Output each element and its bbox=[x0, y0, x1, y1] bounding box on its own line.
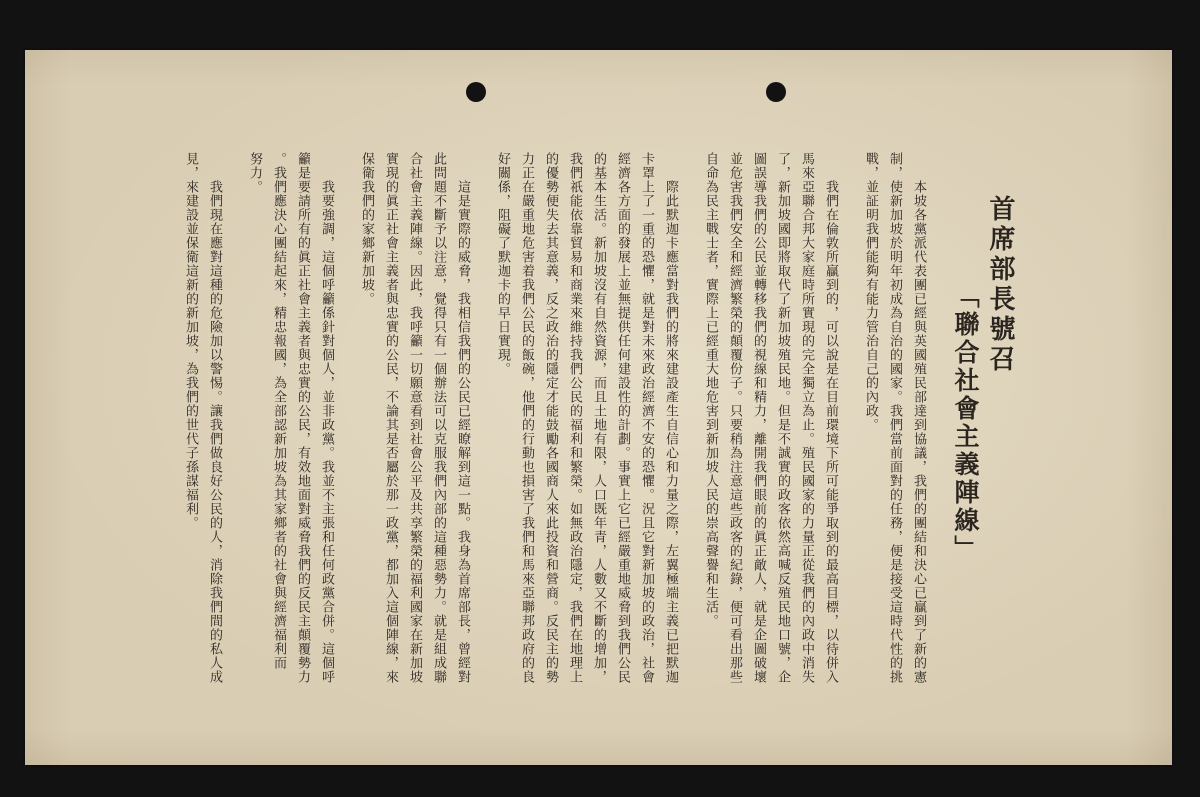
text-line: 努力。 bbox=[247, 152, 262, 194]
text-line: 我們在倫敦所贏到的，可以說是在目前環境下所可能爭取到的最高目標，以待併入 bbox=[823, 180, 838, 684]
text-line: 力正在嚴重地危害着我們公民的飯碗，他們的行動也損害了我們和馬來亞聯邦政府的良 bbox=[519, 152, 534, 684]
text-line: 馬來亞聯合邦大家庭時所實現的完全獨立為止。殖民國家的力量正從我們的內政中消失 bbox=[799, 152, 814, 684]
paragraph bbox=[490, 152, 682, 712]
text-line: 制，使新加坡於明年初成為自治的國家。我們當前面對的任務，便是接受這時代性的挑 bbox=[887, 152, 902, 684]
paragraph bbox=[858, 152, 930, 712]
paragraph bbox=[354, 152, 474, 712]
text-line: 經濟各方面的發展上並無提供任何建設性的計劃。事實上它已經嚴重地威脅到我們公民 bbox=[615, 152, 630, 684]
paragraph bbox=[242, 152, 338, 712]
text-line: 圖誤導我們的公民並轉移我們的視線和精力，離開我們眼前的眞正敵人，就是企圖破壞 bbox=[751, 152, 766, 684]
text-line: 的基本生活。新加坡沒有自然資源，而且土地有限，人口既年青，人數又不斷的增加， bbox=[591, 152, 606, 684]
text-line: 見，來建設並保衛這新的新加坡，為我們的世代子孫謀福利。 bbox=[183, 152, 198, 530]
text-line: 好關係，阻礙了默迦卡的早日實現。 bbox=[495, 152, 510, 376]
paragraph bbox=[178, 152, 226, 712]
document-body bbox=[178, 152, 930, 712]
document-title: 首席部長號召 bbox=[985, 195, 1015, 375]
punch-hole bbox=[466, 82, 486, 102]
document-subtitle: 「聯合社會主義陣線」 bbox=[951, 283, 980, 563]
paper-sheet bbox=[25, 50, 1172, 765]
paragraph bbox=[698, 152, 842, 712]
text-line: 戰，並証明我們能夠有能力管治自己的內政。 bbox=[863, 152, 878, 432]
text-line: 本坡各黨派代表團已經與英國殖民部達到協議，我們的團結和決心已贏到了新的憲 bbox=[911, 180, 926, 684]
text-line: 並危害我們安全和經濟繁榮的顛覆份子。只要稍為注意這些政客的紀錄，便可看出那些 bbox=[727, 152, 742, 684]
text-line: 我們祇能依靠貿易和商業來維持我們公民的福利和繁榮。如無政治隱定，我們在地理上 bbox=[567, 152, 582, 684]
text-line: 這是實際的威脅，我相信我們的公民已經瞭解到這一點。我身為首席部長，曾經對 bbox=[455, 180, 470, 684]
text-line: 自命為民主戰士者，實際上已經重大地危害到新加坡人民的崇高聲譽和生活。 bbox=[703, 152, 718, 628]
text-line: 了，新加坡國即將取代了新加坡殖民地。但是不誠實的政客依然高喊反殖民地口號，企 bbox=[775, 152, 790, 684]
text-line: 。我們應決心團結起來，精忠報國，為全部認新加坡為其家鄉者的社會與經濟福利而 bbox=[271, 152, 286, 670]
text-line: 卡罩上了一重的恐懼，就是對未來政治經濟不安的恐懼。況且它對新加坡的政治，社會 bbox=[639, 152, 654, 684]
punch-hole bbox=[766, 82, 786, 102]
text-line: 實現的眞正社會主義者與忠實的公民，不論其是否屬於那一政黨，都加入這個陣線，來 bbox=[383, 152, 398, 684]
text-line: 此問題不斷予以注意，覺得只有一個辦法可以克服我們內部的這種惡勢力。就是組成聯 bbox=[431, 152, 446, 684]
text-line: 我們現在應對這種的危險加以警惕。讓我們做良好公民的人，消除我們間的私人成 bbox=[207, 180, 222, 684]
text-line: 保衛我們的家鄉新加坡。 bbox=[359, 152, 374, 306]
text-line: 合社會主義陣線。因此，我呼籲一切願意看到社會公平及共享繁榮的福利國家在新加坡 bbox=[407, 152, 422, 684]
text-line: 我要強調，這個呼籲係針對個人，並非政黨。我並不主張和任何政黨合併。這個呼 bbox=[319, 180, 334, 684]
text-line: 籲是要請所有的眞正社會主義者與忠實的公民，有效地面對威脅我們的反民主顛覆勢力 bbox=[295, 152, 310, 684]
text-line: 的優勢便失去其意義，反之政治的隱定才能鼓勵各國商人來此投資和營商。反民主的勢 bbox=[543, 152, 558, 684]
text-line: 際此默迦卡應當對我們的將來建設產生自信心和力量之際，左翼極端主義已把默迦 bbox=[663, 180, 678, 684]
